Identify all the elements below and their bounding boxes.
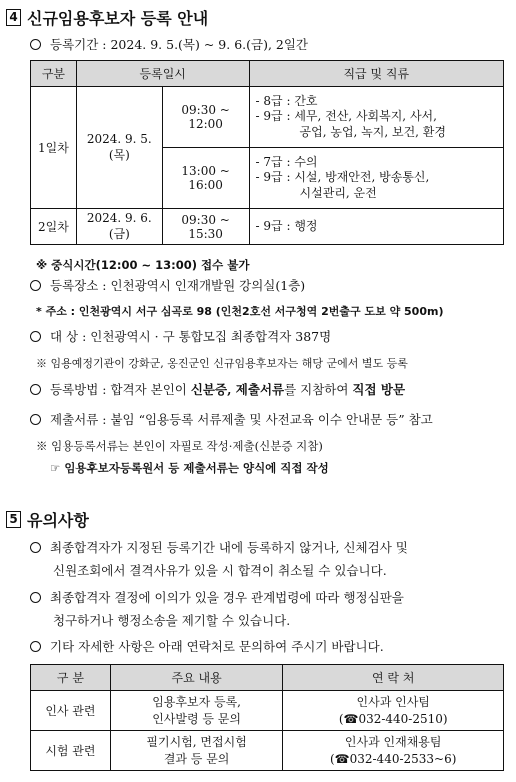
slot2-job-line: - 7급 : 수의 (255, 154, 318, 169)
section4-number: 4 (6, 9, 21, 26)
slot3-jobs: - 9급 : 행정 (249, 209, 503, 245)
slot3-time: 09:30 ~ 15:30 (162, 209, 249, 245)
method-bold-visit: 직접 방문 (352, 382, 406, 397)
caution-item-3-text: 기타 자세한 사항은 아래 연락처로 문의하여 주시기 바랍니다. (50, 639, 384, 654)
day1-date: 2024. 9. 5.(목) (76, 87, 162, 209)
caution-item-1-text: 최종합격자가 지정된 등록기간 내에 등록하지 않거나, 신체검사 및 (50, 540, 408, 555)
contact-row2-team: 인사과 인재채용팀 (344, 734, 442, 749)
circle-bullet-icon (30, 542, 41, 553)
slot2-job-line: - 9급 : 시설, 방재안전, 방송통신, (255, 170, 430, 185)
contact-row2-contact (283, 731, 504, 771)
contact-header-content: 주요 내용 (110, 665, 283, 691)
contact-row1-category: 인사 관련 (31, 691, 111, 731)
contact-row1-content (110, 691, 283, 731)
contact-row2-category: 시험 관련 (31, 731, 111, 771)
header-datetime: 등록일시 (76, 61, 249, 87)
header-jobs: 직급 및 직류 (249, 61, 503, 87)
slot1-job-line: - 9급 : 세무, 전산, 사회복지, 사서, (255, 109, 437, 124)
section5-title (6, 508, 89, 531)
header-category: 구분 (31, 61, 77, 87)
section4-title (6, 6, 208, 29)
contact-row1-content-line: 임용후보자 등록, (152, 694, 241, 709)
circle-bullet-icon (30, 414, 41, 425)
method-bold-docs: 신분증, 제출서류 (190, 382, 285, 397)
method-text: 등록방법 : 합격자 본인이 (50, 382, 191, 397)
slot1-job-line: - 8급 : 간호 (255, 93, 318, 108)
contact-row1-content-line: 인사발령 등 문의 (152, 711, 241, 726)
caution-item-2-cont: 청구하거나 행정소송을 제기할 수 있습니다. (53, 613, 291, 628)
docs-note-form: ☞ 임용후보자등록원서 등 제출서류는 양식에 직접 작성 (50, 461, 329, 475)
registration-place (30, 276, 305, 294)
caution-item-2-text: 최종합격자 결정에 이의가 있을 경우 관계법령에 따라 행정심판을 (50, 590, 404, 605)
contact-row2-content-line: 필기시험, 면접시험 (146, 734, 247, 749)
target-note: ※ 임용예정기관이 강화군, 옹진군인 신규임용후보자는 해당 군에서 별도 등록 (36, 357, 408, 370)
contact-row2-content-line: 결과 등 문의 (163, 751, 230, 766)
section4-title-text: 신규임용후보자 등록 안내 (27, 9, 209, 28)
target-text: 대 상 : 인천광역시 · 구 통합모집 최종합격자 387명 (50, 329, 332, 344)
slot2-jobs (249, 148, 503, 209)
registration-table (30, 60, 504, 245)
circle-bullet-icon (30, 641, 41, 652)
contact-row1-phone: (☎032-440-2510) (338, 711, 448, 726)
contact-row2-content (110, 731, 283, 771)
required-docs (30, 410, 433, 428)
required-docs-text: 제출서류 : 붙임 “임용등록 서류제출 및 사전교육 이수 안내문 등” 참고 (50, 412, 433, 427)
day1-label: 1일차 (31, 87, 77, 209)
circle-bullet-icon (30, 384, 41, 395)
lunch-note: ※ 중식시간(12:00 ~ 13:00) 접수 불가 (36, 258, 250, 272)
contact-table (30, 664, 504, 771)
section5-title-text: 유의사항 (27, 511, 89, 530)
slot1-jobs (249, 87, 503, 148)
registration-period-text: 등록기간 : 2024. 9. 5.(목) ~ 9. 6.(금), 2일간 (50, 37, 308, 52)
docs-note: ※ 임용등록서류는 본인이 자필로 작성·제출(신분증 지참) (36, 439, 323, 453)
target-line (30, 327, 331, 345)
registration-place-text: 등록장소 : 인천광역시 인재개발원 강의실(1층) (50, 278, 306, 293)
contact-row1-team: 인사과 인사팀 (356, 694, 430, 709)
contact-row2-phone: (☎032-440-2533~6) (329, 751, 457, 766)
contact-header-category: 구 분 (31, 665, 111, 691)
method-text: 를 지참하여 (284, 382, 353, 397)
day2-label: 2일차 (31, 209, 77, 245)
registration-period (30, 35, 308, 53)
registration-method (30, 380, 405, 398)
contact-row1-contact (283, 691, 504, 731)
caution-item-1 (30, 538, 408, 556)
slot2-job-line: 시설관리, 운전 (299, 185, 377, 200)
circle-bullet-icon (30, 331, 41, 342)
section5-number: 5 (6, 511, 21, 528)
contact-header-contact: 연 락 처 (283, 665, 504, 691)
circle-bullet-icon (30, 280, 41, 291)
circle-bullet-icon (30, 39, 41, 50)
slot1-job-line: 공업, 농업, 녹지, 보건, 환경 (299, 124, 446, 139)
caution-item-3 (30, 637, 384, 655)
slot2-time: 13:00 ~ 16:00 (162, 148, 249, 209)
slot1-time: 09:30 ~ 12:00 (162, 87, 249, 148)
address-note: * 주소 : 인천광역시 서구 심곡로 98 (인천2호선 서구청역 2번출구 도보 약 500m) (36, 305, 444, 318)
caution-item-1-cont: 신원조회에서 결격사유가 있을 시 합격이 취소될 수 있습니다. (53, 563, 387, 578)
circle-bullet-icon (30, 592, 41, 603)
day2-date: 2024. 9. 6.(금) (76, 209, 162, 245)
caution-item-2 (30, 588, 404, 606)
